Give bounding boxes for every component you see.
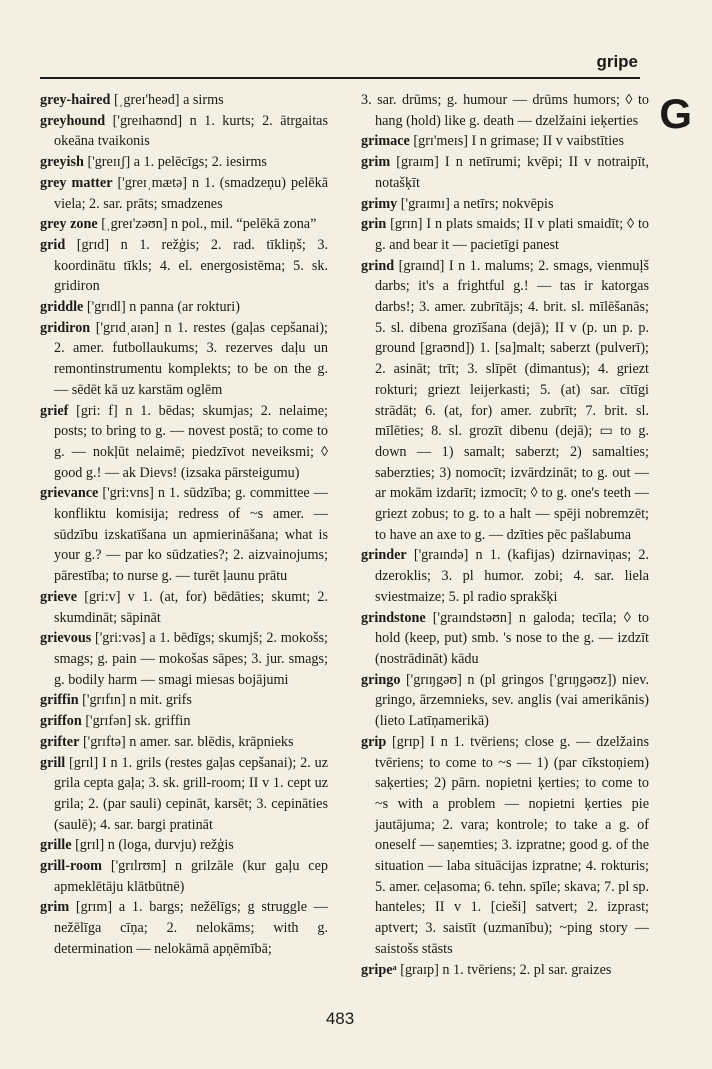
dictionary-entry — [40, 90, 328, 111]
dictionary-entry — [40, 297, 328, 318]
entry-definition: [grɪ'meɪs] I n grimase; II v vaibstīties — [409, 133, 624, 150]
entry-headword: griffin — [40, 692, 79, 709]
dictionary-entry — [40, 690, 328, 711]
entry-headword: grim — [361, 154, 391, 171]
entry-headword: greyish — [40, 154, 84, 171]
dictionary-entry — [40, 753, 328, 836]
entry-definition: [gri: f] n 1. bēdas; skumjas; 2. nelaime; posts; to bring to g. — novest postā; to come to g. — nokļūt nelaimē; piedzīvot neveiksmi; ◊ good g.! — ak Dievs! (izsaka pārsteigumu) — [54, 402, 328, 481]
dictionary-entry — [40, 897, 328, 959]
dictionary-entry — [361, 194, 649, 215]
entry-headword: grill — [40, 754, 66, 771]
entry-headword: grimy — [361, 195, 398, 212]
entry-headword: grifter — [40, 733, 80, 750]
dictionary-entry — [40, 173, 328, 214]
left-column — [40, 90, 328, 960]
entry-headword: grip — [361, 733, 387, 750]
entry-headword: gridiron — [40, 319, 91, 336]
entry-definition: ['grɪŋgəʊ] n (pl gringos ['grɪŋgəʊz]) niev. gringo, ārzemnieks, sev. anglis (vai amerikānis) (lieto Latīņamerikā) — [375, 671, 649, 730]
entry-headword: grinder — [361, 547, 407, 564]
dictionary-entry — [361, 670, 649, 732]
entry-headword: grey zone — [40, 216, 98, 233]
entry-definition: ['grɪfɪn] n mit. grifs — [78, 692, 192, 709]
entry-headword: grieve — [40, 588, 78, 605]
dictionary-entry — [40, 732, 328, 753]
dictionary-entry — [40, 856, 328, 897]
dictionary-entry — [361, 960, 649, 981]
entry-definition: ['graɪndstəʊn] n galoda; tecīla; ◊ to hold (keep, put) smb. 's nose to the g. — izdzīt (nostrādināt) kādu — [375, 609, 649, 667]
dictionary-entry — [40, 318, 328, 401]
dictionary-entry — [361, 256, 649, 546]
entry-definition: [grɪn] I n plats smaids; II v plati smaidīt; ◊ to g. and bear it — pacietīgi panest — [375, 216, 649, 253]
dictionary-entry — [361, 732, 649, 960]
entry-headword: grille — [40, 837, 72, 854]
entry-definition: ['graɪndə] n 1. (kafijas) dzirnaviņas; 2. dzeroklis; 3. pl humor. zobi; 4. sar. liela sviestmaize; 5. pl radio sprakšķi — [375, 547, 649, 605]
dictionary-entry — [361, 214, 649, 255]
dictionary-entry — [40, 483, 328, 587]
entry-definition: ['grɪlrʊm] n grilzāle (kur gaļu cep apmeklētāju klātbūtnē) — [54, 858, 328, 895]
entry-headword: grin — [361, 216, 387, 233]
dictionary-entry — [40, 587, 328, 628]
dictionary-entry — [361, 608, 649, 670]
dictionary-entry — [361, 131, 649, 152]
header-guide-word: gripe — [596, 52, 638, 71]
entry-definition: ['gri:vns] n 1. sūdzība; g. committee — konfliktu komisija; redress of ~s amer. — sūdzību izskatīšana un apmierināšana; what is your g.? — par ko sūdzaties?; 2. aizvainojums; pārestība; to nurse g. — turēt ļaunu prātu — [54, 485, 328, 585]
entry-headword: grimace — [361, 133, 410, 150]
entry-definition: ['greɪˌmætə] n 1. (smadzeņu) pelēkā viela; 2. sar. prāts; smadzenes — [54, 174, 328, 212]
dictionary-entry — [40, 111, 328, 152]
dictionary-entry — [40, 711, 328, 732]
entry-definition: [ˌgreɪ'zəʊn] n pol., mil. “pelēkā zona” — [97, 216, 317, 233]
entry-headword: gripeᵃ — [361, 961, 397, 978]
right-column — [361, 90, 649, 980]
dictionary-entry — [40, 628, 328, 690]
entry-headword: griffon — [40, 713, 82, 730]
entry-headword: grindstone — [361, 609, 426, 626]
entry-definition: ['graɪmɪ] a netīrs; nokvēpis — [397, 195, 554, 212]
entry-definition: ['grɪfən] sk. griffin — [81, 713, 191, 730]
entry-definition: [grɪp] I n 1. tvēriens; close g. — dzelžains tvēriens; to come to ~s — 1) (par cīkstoņiem) saķerties; 2) pārn. nopietni ķerties; to come to ~s with a problem — nopietni ķerties pie jautājuma; 2. vara; kontrole; to take a g. of oneself — saņemties; 3. izpratne; good g. of the situation — laba situācijas izpratne; 4. rokturis; 5. amer. ceļasoma; 6. tehn. spīle; skava; 7. pl sp. hanteles; II v 1. [cieši] satvert; 2. izprast; aptvert; 3. saistīt (uzmanību); ~ping story — saistošs stāsts — [375, 733, 649, 957]
entry-definition: ['grɪftə] n amer. sar. blēdis, krāpnieks — [79, 733, 294, 750]
entry-definition: [graɪp] n 1. tvēriens; 2. pl sar. graizes — [396, 961, 612, 978]
entry-definition: [grɪd] n 1. režģis; 2. rad. tīkliņš; 3. koordinātu tīkls; 4. el. energosistēma; 5. sk. gridiron — [54, 236, 328, 295]
header-rule — [40, 77, 640, 79]
thumb-index-letter: G — [659, 90, 692, 137]
entry-definition: [grɪl] n (loga, durvju) režģis — [71, 837, 234, 854]
entry-definition: [grɪm] a 1. bargs; nežēlīgs; g struggle — nežēlīga cīņa; 2. nelokāms; with g. determination — nelokāmā apņēmībā; — [54, 899, 328, 957]
dictionary-entry — [40, 401, 328, 484]
entry-definition: ['grɪdˌaɪən] n 1. restes (gaļas cepšanai); 2. amer. futbollaukums; 3. rezerves daļu un remontinstrumentu komplekts; to be on the g. — sēdēt kā uz karstām oglēm — [54, 319, 328, 398]
entry-headword: grief — [40, 402, 69, 419]
entry-definition: ['greɪɪʃ] a 1. pelēcīgs; 2. iesirms — [83, 154, 267, 171]
entry-definition: ['grɪdl] n panna (ar rokturi) — [83, 299, 240, 316]
entry-definition: [graɪnd] I n 1. malums; 2. smags, vienmuļš darbs; it's a frightful g.! — tas ir katorgas darbs!; 3. amer. zubrītājs; 4. brit. sl. mīlēšanās; 5. sl. dibena grozīšana (dejā); II v (p. un p. p. ground [graʊnd]) 1. [sa]malt; saberzt (pulverī); 2. asināt; trīt; 3. slīpēt (dimantus); 4. griezt rokturi; griezt leijerkasti; 5. (at) sar. cītīgi strādāt; 6. (at, for) amer. zubrīt; 7. brit. sl. mīlēties; 8. sl. grozīt dibenu (dejā); ▭ to g. down — 1) samalt; saberzt; 2) samalties; saberzties; 3) nomocīt; izvārdzināt; to g. out — ar mokām izdarīt; izmocīt; ◊ to g. one's teeth — griezt zobus; to g. to a halt — spēji nobremzēt; to have an axe to g. — dzīties pēc pašlabuma — [375, 257, 649, 543]
entry-definition: ['gri:vəs] a 1. bēdīgs; skumjš; 2. mokošs; smags; g. pain — mokošas sāpes; 3. jur. smags; g. bodily harm — smagi miesas bojājumi — [54, 630, 328, 688]
entry-headword: grim — [40, 899, 70, 916]
dictionary-entry — [40, 152, 328, 173]
entry-definition: ['greɪhaʊnd] n 1. kurts; 2. ātrgaitas okeāna tvaikonis — [54, 112, 328, 150]
dictionary-entry — [40, 835, 328, 856]
entry-headword: gringo — [361, 671, 401, 688]
entry-headword: grind — [361, 257, 395, 274]
entry-definition: 3. sar. drūms; g. humour — drūms humors; ◊ to hang (hold) like g. death — dzelžaini ieķerties — [361, 92, 649, 129]
entry-headword: grievance — [40, 485, 99, 502]
dictionary-entry — [361, 152, 649, 193]
dictionary-entry — [40, 214, 328, 235]
entry-definition: [graɪm] I n netīrumi; kvēpi; II v notraipīt, notašķīt — [375, 154, 649, 191]
dictionary-entry — [361, 545, 649, 607]
entry-headword: grievous — [40, 630, 92, 647]
entry-headword: grey matter — [40, 174, 113, 191]
dictionary-entry — [361, 90, 649, 131]
entry-definition: [ˌgreɪ'heəd] a sirms — [110, 92, 224, 108]
dictionary-entry — [40, 235, 328, 297]
entry-definition: [gri:v] v 1. (at, for) bēdāties; skumt; 2. skumdināt; sāpināt — [54, 588, 328, 626]
entry-headword: griddle — [40, 299, 84, 316]
page-number: 483 — [325, 1009, 355, 1028]
entry-headword: grill-room — [40, 858, 102, 875]
entry-headword: greyhound — [40, 112, 106, 129]
entry-headword: grey-haired — [40, 92, 111, 108]
entry-definition: [grɪl] I n 1. grils (restes gaļas cepšanai); 2. uz grila cepta gaļa; 3. sk. grill-room; II v 1. cept uz grila; 2. (par sauli) cepināt, karsēt; 3. cepināties (saulē); 4. sar. bargi pratināt — [54, 754, 328, 833]
entry-headword: grid — [40, 236, 66, 253]
